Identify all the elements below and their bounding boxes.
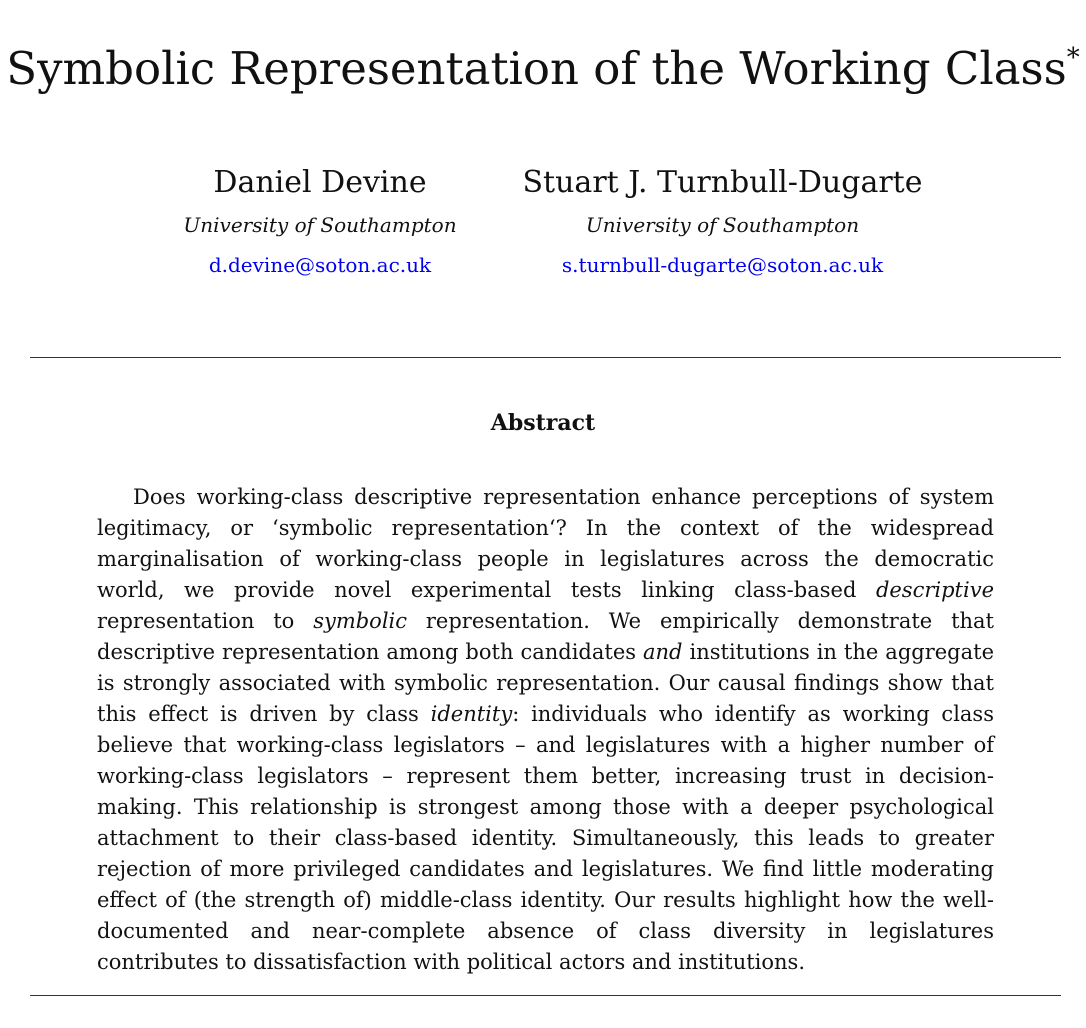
bottom-divider	[30, 995, 1061, 996]
top-divider	[30, 357, 1061, 358]
author-email-link[interactable]: d.devine@soton.ac.uk	[208, 253, 432, 277]
abstract-text: institutions in the aggregate is strongly associated with symbolic representation. Our causal findings show that this effect is driven by class	[97, 640, 995, 726]
abstract-text: representation to	[97, 609, 314, 633]
abstract-text: : individuals who identify as working class believe that working-class legislators – and legislatures with a higher number of working-class legislators – represent them better, increasing trust in decision-making. This relationship is strongest among those with a deeper psychological attachment to their class-based identity. Simultaneously, this leads to greater rejection of more privileged candidates and legislatures. We find little moderating effect of (the strength of) middle-class identity. Our results highlight how the well-documented and near-complete absence of class diversity in legislatures contributes to dissatisfaction with political actors and institutions.	[97, 702, 994, 974]
abstract-emphasis: descriptive	[875, 578, 994, 602]
author-affiliation: University of Southampton	[585, 213, 860, 237]
author-email-link[interactable]: s.turnbull-dugarte@soton.ac.uk	[561, 253, 884, 277]
author-name: Daniel Devine	[213, 165, 427, 200]
title-footnote-mark[interactable]: *	[1066, 43, 1080, 73]
paper-title	[0, 42, 1086, 95]
abstract-body	[97, 482, 994, 978]
author-block-turnbull-dugarte	[500, 165, 945, 277]
abstract-emphasis: and	[643, 640, 683, 664]
abstract-text: Does working-class descriptive representation enhance perceptions of system legitimacy, or ‘symbolic representation‘? In the context of the widespread marginalisation of working-class people in legislatures across the democratic world, we provide novel experimental tests linking class-based	[97, 485, 994, 602]
abstract-emphasis: symbolic	[313, 609, 408, 633]
author-name: Stuart J. Turnbull-Dugarte	[522, 165, 923, 200]
paper-title-text: Symbolic Representation of the Working Class	[6, 42, 1067, 95]
abstract-heading: Abstract	[490, 410, 596, 436]
abstract-text: representation. We empirically demonstrate that descriptive representation among both candidates	[97, 609, 994, 664]
author-block-devine	[160, 165, 480, 277]
author-affiliation: University of Southampton	[183, 213, 457, 237]
abstract-emphasis: identity	[430, 702, 513, 726]
